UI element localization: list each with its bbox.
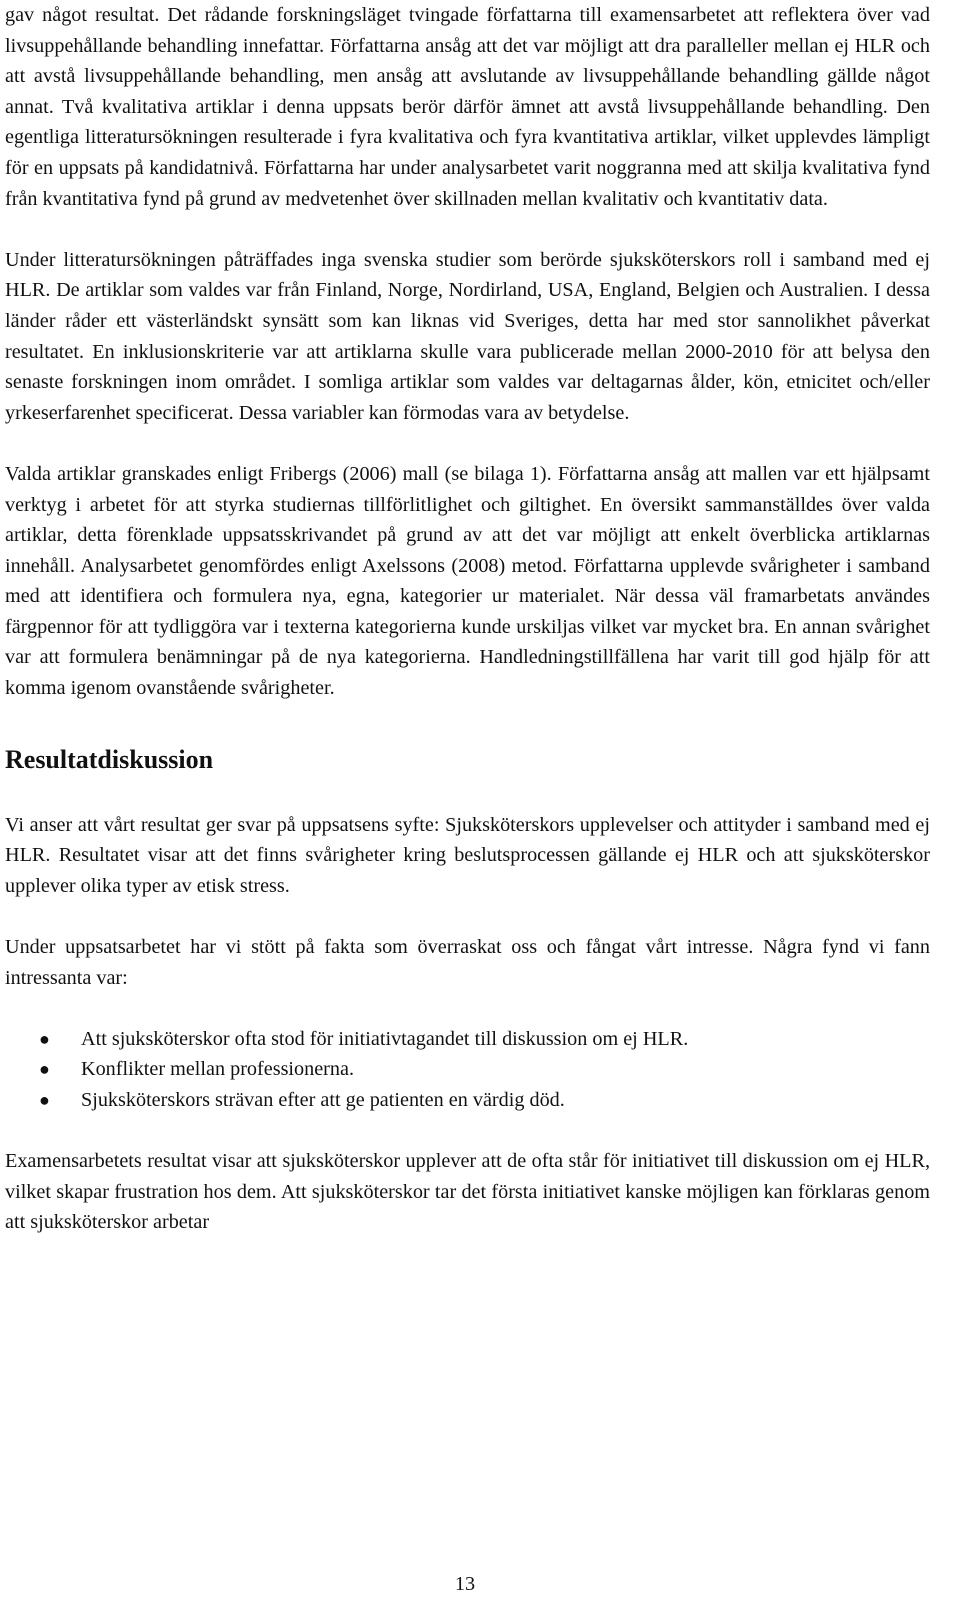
page-content xyxy=(5,0,930,1238)
bullet-icon: ● xyxy=(39,1090,50,1110)
paragraph-findings-intro: Under uppsatsarbetet har vi stött på fakta som överraskat oss och fångat vårt intresse. Några fynd vi fann intressanta var: xyxy=(5,936,930,989)
list-item-text: Att sjuksköterskor ofta stod för initiativtagandet till diskussion om ej HLR. xyxy=(81,1027,689,1050)
paragraph-result-purpose: Vi anser att vårt resultat ger svar på uppsatsens syfte: Sjuksköterskors upplevelser och attityder i samband med ej HLR. Resultatet visar att det finns svårigheter kring beslutsprocessen gällande ej HLR och att sjuksköterskor upplever olika typer av etisk stress. xyxy=(5,813,930,897)
bullet-icon: ● xyxy=(39,1059,50,1080)
paragraph-closing: Examensarbetets resultat visar att sjuksköterskor upplever att de ofta står för initiativet till diskussion om ej HLR, vilket skapar frustration hos dem. Att sjuksköterskor tar det första initiativet kanske möjligen kan förklaras genom att sjuksköterskor arbetar xyxy=(5,1150,930,1234)
list-item xyxy=(5,1054,930,1085)
paragraph-study-limitations: gav något resultat. Det rådande forskningsläget tvingade författarna till examensarbetet att reflektera över vad livsuppehållande behandling innefattar. Författarna ansåg att det var möjligt att dra paralleller mellan ej HLR och att avstå livsuppehållande behandling, men ansåg att avslutande av livsuppehållande behandling gällde något annat. Två kvalitativa artiklar i denna uppsats berör därför ämnet att avstå livsuppehållande behandling. Den egentliga litteratursökningen resulterade i fyra kvalitativa och fyra kvantitativa artiklar, vilket upplevdes lämpligt för en uppsats på kandidatnivå. Författarna har under analysarbetet varit noggranna med att skilja kvalitativa fynd från kvantitativa fynd på grund av medvetenhet över skillnaden mellan kvalitativ och kvantitativ data. xyxy=(5,4,930,210)
list-item-text: Sjuksköterskors strävan efter att ge patienten en värdig död. xyxy=(81,1089,565,1111)
findings-list xyxy=(5,1024,930,1116)
paragraph-article-review: Valda artiklar granskades enligt Fribergs (2006) mall (se bilaga 1). Författarna ansåg att mallen var ett hjälpsamt verktyg i arbetet för att styrka studiernas tillförlitlighet och giltighet. En översikt sammanställdes över valda artiklar, detta förenklade uppsatsskrivandet på grund av att det var möjligt att enkelt överblicka artiklarnas innehåll. Analysarbetet genomfördes enligt Axelssons (2008) metod. Författarna upplevde svårigheter i samband med att identifiera och formulera nya, egna, kategorier ur materialet. När dessa väl framarbetats användes färgpennor för att tydliggöra var i texterna kategorierna kunde urskiljas vilket var mycket bra. En annan svårighet var att formulera benämningar på de nya kategorierna. Handledningstillfällena har varit till god hjälp för att komma igenom ovanstående svårigheter. xyxy=(5,462,930,700)
list-item xyxy=(5,1085,930,1116)
bullet-icon: ● xyxy=(39,1028,50,1049)
paragraph-literature-search: Under litteratursökningen påträffades inga svenska studier som berörde sjuksköterskors roll i samband med ej HLR. De artiklar som valdes var från Finland, Norge, Nordirland, USA, England, Belgien och Australien. I dessa länder råder ett västerländskt synsätt som kan liknas vid Sveriges, detta har med stor sannolikhet påverkat resultatet. En inklusionskriterie var att artiklarna skulle vara publicerade mellan 2000-2010 för att belysa den senaste forskningen inom området. I somliga artiklar som valdes var deltagarnas ålder, kön, etnicitet och/eller yrkeserfarenhet specificerat. Dessa variabler kan förmodas vara av betydelse. xyxy=(5,248,930,424)
list-item xyxy=(5,1024,930,1055)
list-item-text: Konflikter mellan professionerna. xyxy=(81,1058,355,1081)
page-number: 13 xyxy=(454,1573,476,1595)
section-heading-resultatdiskussion: Resultatdiskussion xyxy=(5,744,214,774)
